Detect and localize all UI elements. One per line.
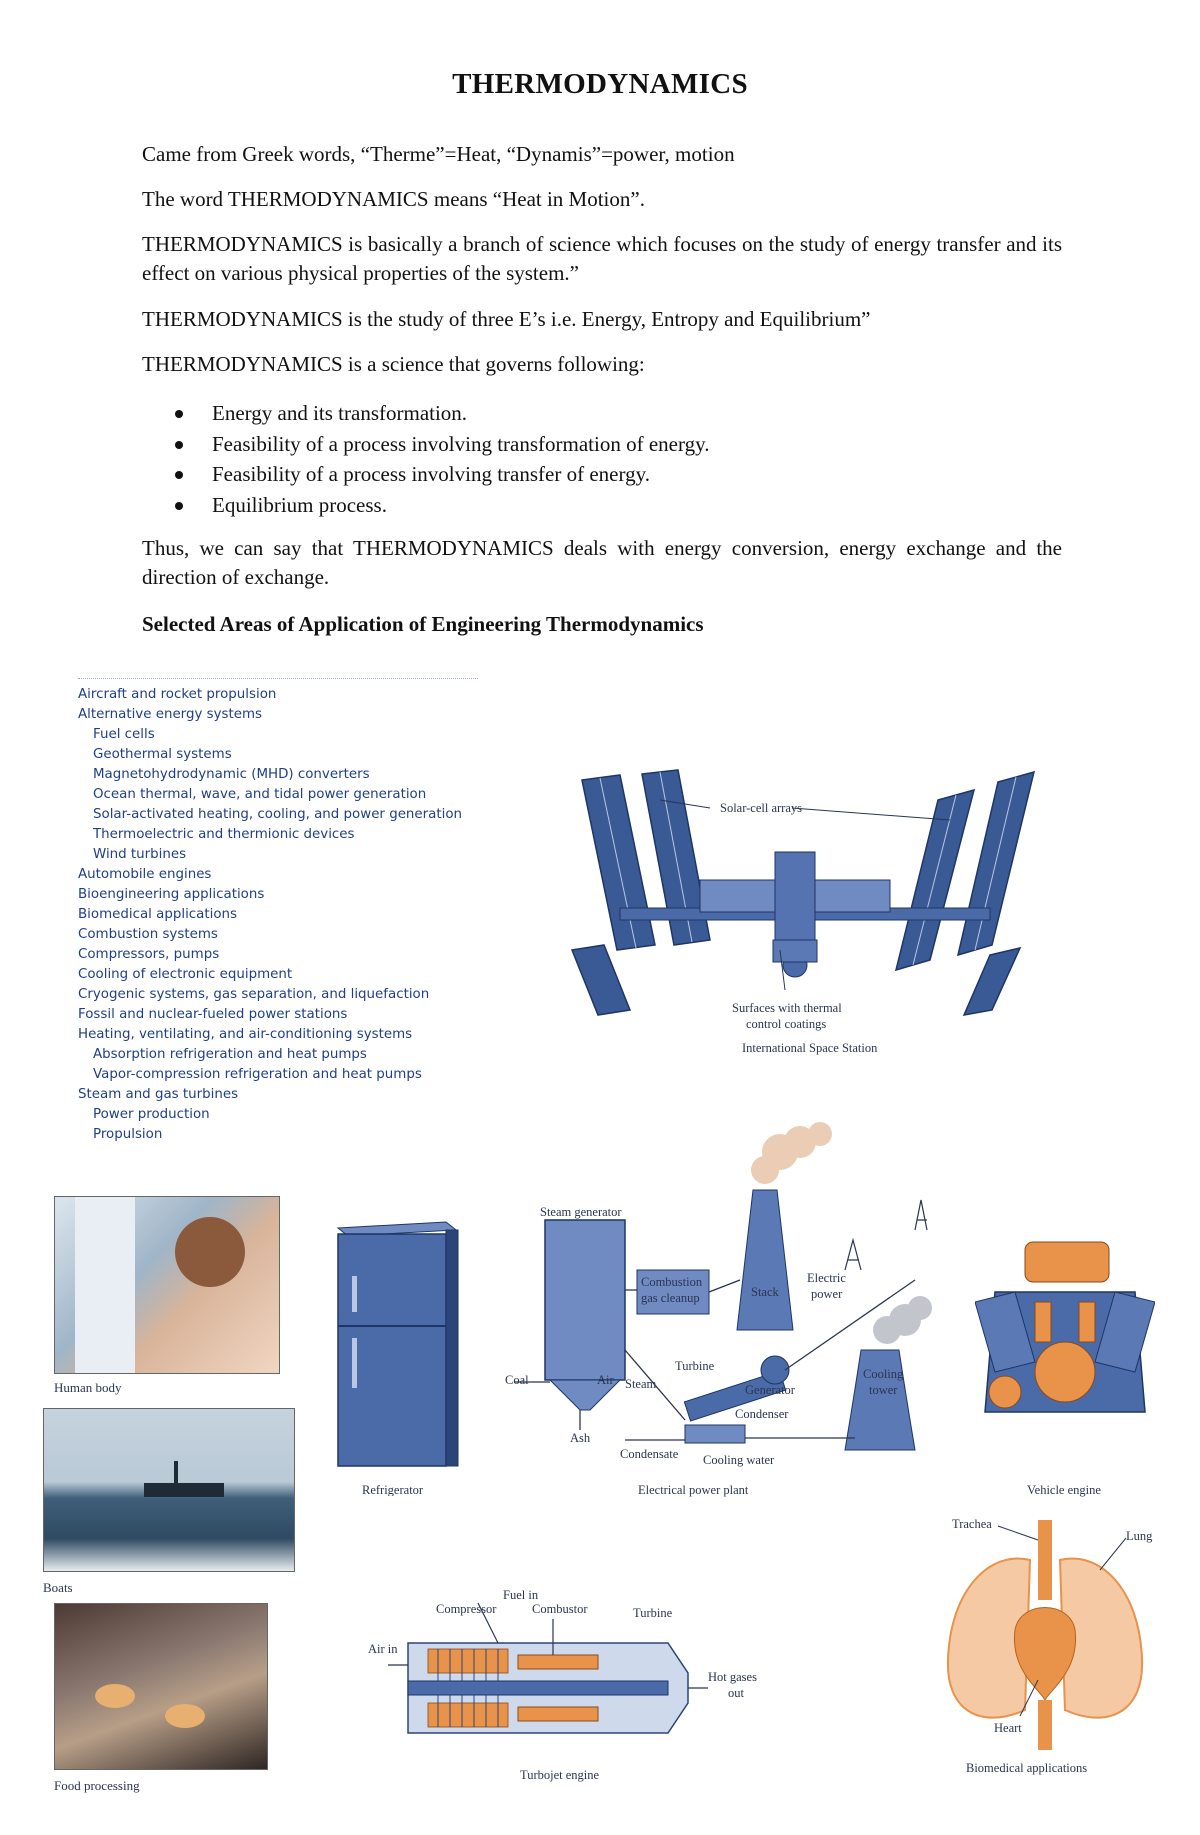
application-area-item: Solar-activated heating, cooling, and power generation <box>93 807 463 822</box>
application-area-item: Aircraft and rocket propulsion <box>78 687 277 702</box>
power-plant-figure <box>495 1120 935 1500</box>
boat-mast-shape <box>174 1461 178 1485</box>
doctor-coat-shape <box>75 1197 135 1373</box>
coal-label: Coal <box>505 1373 529 1387</box>
page-title: THERMODYNAMICS <box>452 68 748 100</box>
bullet-text: Feasibility of a process involving transformation of energy. <box>212 431 710 456</box>
condensate-label: Condensate <box>620 1447 679 1461</box>
application-area-item: Propulsion <box>93 1127 163 1142</box>
application-area-item: Steam and gas turbines <box>78 1087 239 1102</box>
list-item <box>142 429 1042 460</box>
cooling-water-label: Cooling water <box>703 1453 775 1467</box>
application-area-item: Biomedical applications <box>78 907 237 922</box>
generator-label: Generator <box>745 1383 795 1397</box>
biomedical-figure <box>930 1510 1160 1780</box>
application-area-item: Combustion systems <box>78 927 218 942</box>
paragraph-branch: THERMODYNAMICS is basically a branch of science which focuses on the study of energy transfer and its effect on various physical properties of the system.” <box>142 232 1062 285</box>
food-item-shape <box>95 1684 135 1708</box>
child-head-shape <box>175 1217 245 1287</box>
combustion-label-1: Combustion <box>641 1275 703 1289</box>
space-station-figure <box>560 760 1070 1060</box>
bullet-list <box>142 398 1042 520</box>
bullet-text: Feasibility of a process involving transfer of energy. <box>212 462 650 486</box>
application-area-item: Magnetohydrodynamic (MHD) converters <box>93 767 370 782</box>
bullet-text: Energy and its transformation. <box>212 401 468 425</box>
application-area-item: Power production <box>93 1107 210 1122</box>
application-area-item: Bioengineering applications <box>78 887 265 902</box>
turbojet-figure <box>368 1583 768 1783</box>
ash-label: Ash <box>570 1431 591 1445</box>
application-area-item: Fossil and nuclear-fueled power stations <box>78 1007 348 1022</box>
application-area-item: Thermoelectric and thermionic devices <box>93 827 355 842</box>
application-area-item: Ocean thermal, wave, and tidal power generation <box>93 787 427 802</box>
combustor-label: Combustor <box>532 1602 588 1616</box>
air-in-label: Air in <box>368 1642 398 1656</box>
paragraph-three-es: THERMODYNAMICS is the study of three E’s i.e. Energy, Entropy and Equilibrium” <box>142 307 871 331</box>
bullet-dot <box>175 441 183 449</box>
cooling-tower-label-2: tower <box>869 1383 898 1397</box>
application-area-item: Vapor-compression refrigeration and heat pumps <box>93 1067 422 1082</box>
turbine-label: Turbine <box>675 1359 715 1373</box>
application-area-item: Heating, ventilating, and air-conditioning systems <box>78 1027 413 1042</box>
lung-label: Lung <box>1126 1529 1153 1543</box>
boats-caption: Boats <box>43 1580 73 1595</box>
food-item-shape <box>165 1704 205 1728</box>
compressor-label: Compressor <box>436 1602 497 1616</box>
condenser-label: Condenser <box>735 1407 789 1421</box>
combustion-label-2: gas cleanup <box>641 1291 700 1305</box>
paragraph-origin: Came from Greek words, “Therme”=Heat, “Dynamis”=power, motion <box>142 142 735 166</box>
application-area-item: Fuel cells <box>93 727 155 742</box>
refrigerator-figure <box>326 1216 476 1496</box>
bullet-dot <box>175 410 183 418</box>
food-processing-caption: Food processing <box>54 1778 140 1793</box>
application-area-item: Compressors, pumps <box>78 947 220 962</box>
bullet-text: Equilibrium process. <box>212 492 387 517</box>
list-item <box>142 398 1042 429</box>
heart-label: Heart <box>994 1721 1022 1735</box>
human-body-caption: Human body <box>54 1380 122 1395</box>
section-heading: Selected Areas of Application of Engineering Thermodynamics <box>142 612 704 636</box>
paragraph-meaning: The word THERMODYNAMICS means “Heat in Motion”. <box>142 187 645 211</box>
surfaces-label-2: control coatings <box>746 1017 827 1031</box>
hot-gases-label-1: Hot gases <box>708 1670 757 1684</box>
application-area-item: Geothermal systems <box>93 747 232 762</box>
electric-label-1: Electric <box>807 1271 846 1285</box>
refrigerator-caption: Refrigerator <box>362 1483 424 1496</box>
application-area-item: Absorption refrigeration and heat pumps <box>93 1047 367 1062</box>
steam-label: Steam <box>625 1377 657 1391</box>
paragraph-conclusion: Thus, we can say that THERMODYNAMICS deals with energy conversion, energy exchange and the direction of exchange. <box>142 536 1062 589</box>
application-area-item: Alternative energy systems <box>78 707 263 722</box>
steam-generator-label: Steam generator <box>540 1205 622 1219</box>
application-areas-list <box>78 678 478 1145</box>
solar-cell-label: Solar-cell arrays <box>720 801 803 815</box>
boats-photo <box>43 1408 295 1572</box>
turbine-label: Turbine <box>633 1606 673 1620</box>
electric-label-2: power <box>811 1287 843 1301</box>
bullet-dot <box>175 471 183 479</box>
human-body-photo <box>54 1196 280 1374</box>
stack-label: Stack <box>751 1285 779 1299</box>
bullet-dot <box>175 502 183 510</box>
power-plant-caption: Electrical power plant <box>638 1483 749 1497</box>
paragraph-governs: THERMODYNAMICS is a science that governs following: <box>142 352 645 376</box>
trachea-label: Trachea <box>952 1517 992 1531</box>
application-area-item: Wind turbines <box>93 847 187 862</box>
surfaces-label-1: Surfaces with thermal <box>732 1001 842 1015</box>
list-item <box>142 459 1042 490</box>
turbojet-caption: Turbojet engine <box>520 1768 600 1782</box>
application-area-item: Cooling of electronic equipment <box>78 967 293 982</box>
list-item <box>142 490 1042 521</box>
boat-hull-shape <box>144 1483 224 1497</box>
vehicle-engine-figure <box>975 1232 1155 1502</box>
air-label: Air <box>597 1373 614 1387</box>
biomedical-caption: Biomedical applications <box>966 1761 1088 1775</box>
fuel-in-label: Fuel in <box>503 1588 539 1602</box>
application-area-item: Cryogenic systems, gas separation, and liquefaction <box>78 987 430 1002</box>
vehicle-engine-caption: Vehicle engine <box>1027 1483 1101 1497</box>
food-processing-photo <box>54 1603 268 1770</box>
cooling-tower-label-1: Cooling <box>863 1367 904 1381</box>
application-area-item: Automobile engines <box>78 867 212 882</box>
space-station-caption: International Space Station <box>742 1041 878 1055</box>
hot-gases-label-2: out <box>728 1686 744 1700</box>
